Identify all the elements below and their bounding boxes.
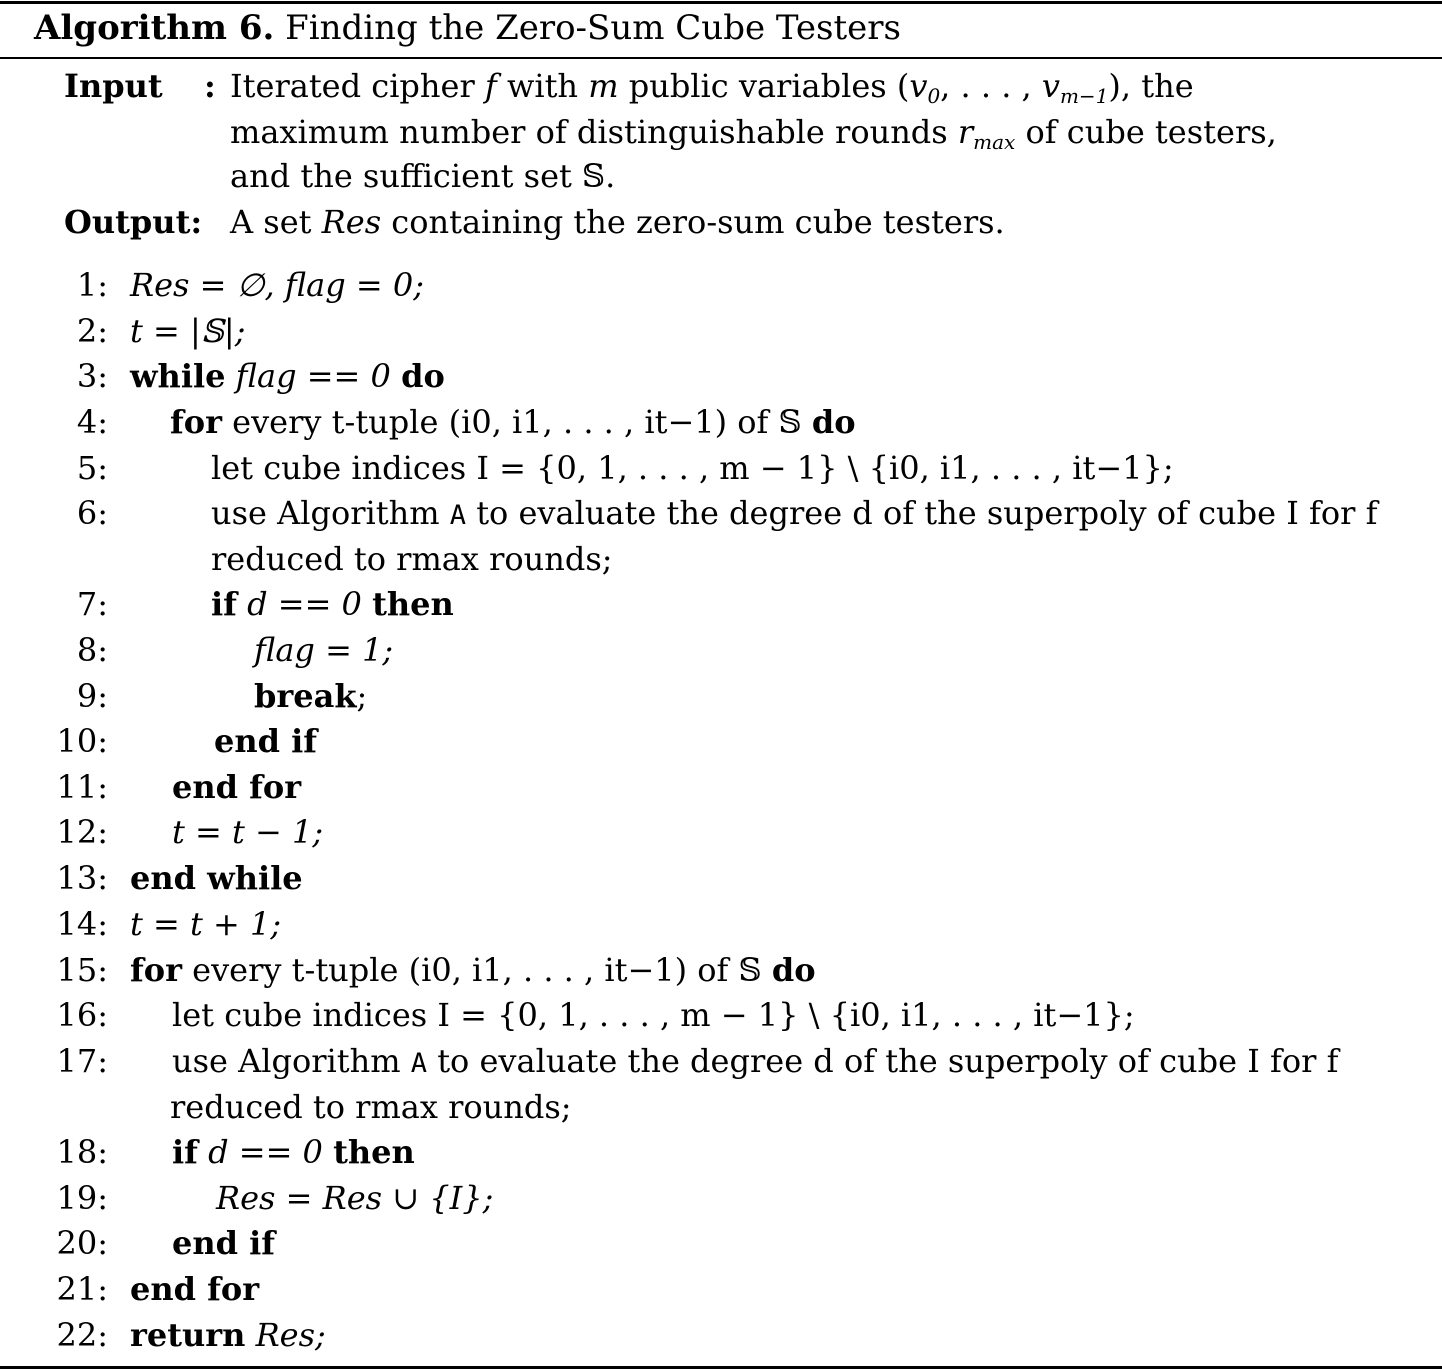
algo-line-18: 18: if d == 0 then <box>56 1133 415 1171</box>
algo-line-8: 8: flag = 1; <box>76 631 394 669</box>
algo-line-15: 15: for every t-tuple (i0, i1, . . . , it−1) of 𝕊 do <box>56 951 816 989</box>
algo-line-12: 12: t = t − 1; <box>56 813 324 851</box>
algorithm-label: Algorithm 6. <box>34 8 275 48</box>
algo-line-17-cont: reduced to rmax rounds; <box>170 1088 572 1126</box>
algo-line-13: 13: end while <box>56 859 303 897</box>
algo-line-14: 14: t = t + 1; <box>56 905 282 943</box>
bottom-rule <box>0 1366 1442 1369</box>
algo-line-19: 19: Res = Res ∪ {I}; <box>56 1179 494 1217</box>
caption-rule <box>0 57 1442 59</box>
algo-line-4: 4: for every t-tuple (i0, i1, . . . , it−1) of 𝕊 do <box>76 403 856 441</box>
algo-line-16: 16: let cube indices I = {0, 1, . . . , m − 1} \ {i0, i1, . . . , it−1}; <box>56 996 1135 1034</box>
input-line-3: and the sufficient set 𝕊. <box>230 157 616 195</box>
algo-line-5: 5: let cube indices I = {0, 1, . . . , m − 1} \ {i0, i1, . . . , it−1}; <box>76 449 1174 487</box>
algo-line-3: 3: while flag == 0 do <box>76 357 445 395</box>
algo-line-22: 22: return Res; <box>56 1316 326 1354</box>
input-label: Input <box>64 67 163 105</box>
algo-line-2: 2: t = |𝕊|; <box>76 312 246 350</box>
algo-line-7: 7: if d == 0 then <box>76 585 454 623</box>
input-line-1: Iterated cipher f with m public variables ($v_0$, . . . , $v_{m-1}$), the <box>230 67 1194 108</box>
top-rule <box>0 1 1442 4</box>
algo-line-9: 9: break; <box>76 677 368 715</box>
algo-line-21: 21: end for <box>56 1270 260 1308</box>
output-label: Output: <box>64 203 203 241</box>
algo-line-10: 10: end if <box>56 722 318 760</box>
algorithm-caption <box>34 6 901 50</box>
algo-line-6-cont: reduced to rmax rounds; <box>211 540 613 578</box>
output-text: A set Res containing the zero-sum cube testers. <box>230 203 1005 241</box>
algo-line-11: 11: end for <box>56 768 302 806</box>
input-colon: : <box>204 67 216 105</box>
algo-line-1: 1: Res = ∅, flag = 0; <box>76 266 425 304</box>
input-line-2: maximum number of distinguishable rounds $r_{max}$ of cube testers, <box>230 113 1277 154</box>
algo-line-6: 6: use Algorithm A to evaluate the degree d of the superpoly of cube I for f <box>76 494 1378 532</box>
algorithm-title: Finding the Zero-Sum Cube Testers <box>285 8 901 48</box>
algo-line-17: 17: use Algorithm A to evaluate the degree d of the superpoly of cube I for f <box>56 1042 1339 1080</box>
algo-line-20: 20: end if <box>56 1224 276 1262</box>
